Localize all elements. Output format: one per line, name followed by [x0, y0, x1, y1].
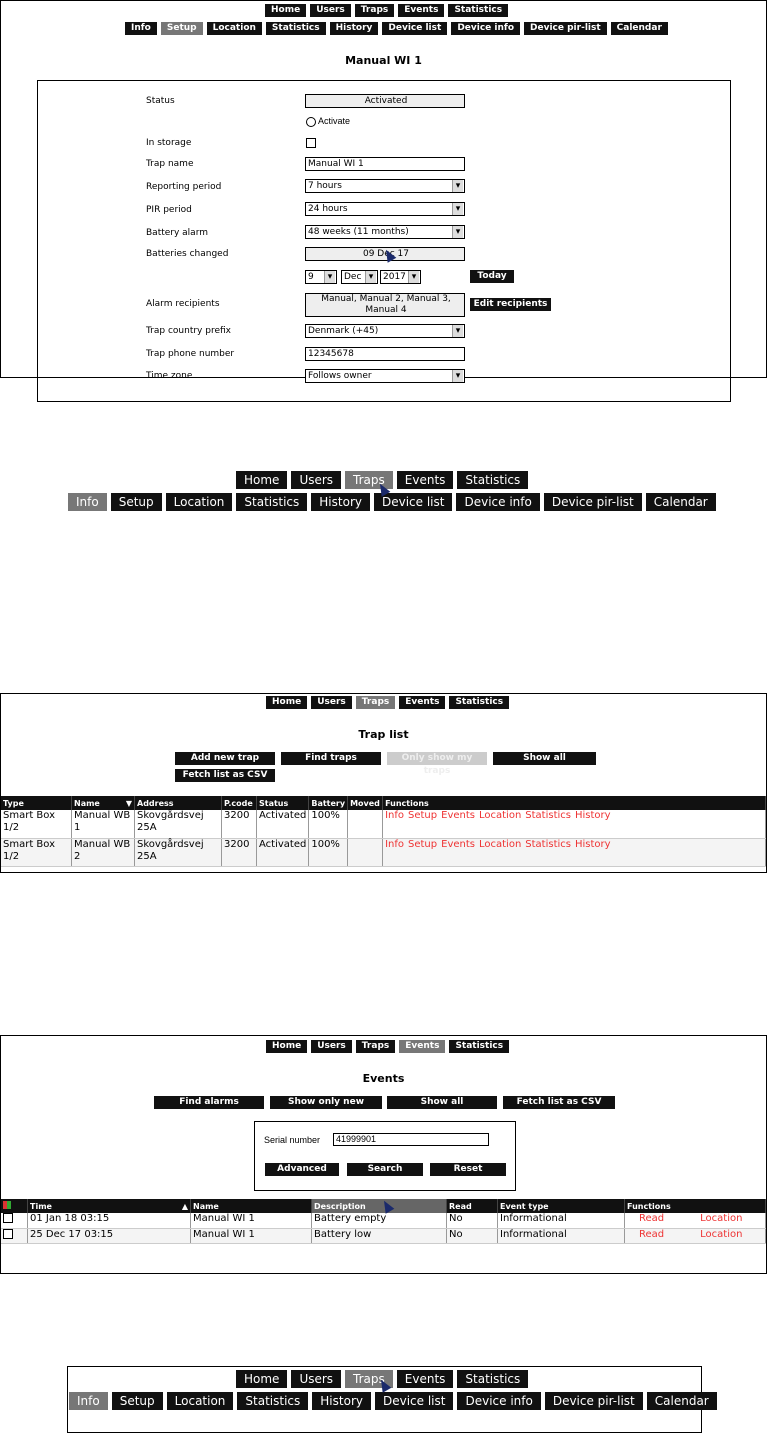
table-row	[1, 1213, 766, 1228]
cell-battery: 100%	[309, 838, 348, 866]
only-my-traps-button[interactable]: Only show my traps	[387, 752, 487, 765]
trap-table	[1, 796, 766, 867]
link-statistics[interactable]: Statistics	[525, 838, 571, 850]
country-prefix-select[interactable]: Denmark (+45) ▾	[305, 324, 465, 338]
cell-event-type: Informational	[498, 1213, 625, 1228]
cell-functions	[625, 1213, 766, 1228]
col-time[interactable]	[28, 1199, 191, 1213]
table-row	[1, 1228, 766, 1243]
tab-statistics[interactable]: Statistics	[236, 493, 307, 511]
tab-info[interactable]: Info	[125, 22, 157, 35]
col-name[interactable]	[72, 796, 135, 810]
tab-setup[interactable]: Setup	[111, 493, 162, 511]
country-prefix-label: Trap country prefix	[146, 326, 231, 336]
serial-number-input[interactable]: 41999901	[333, 1133, 489, 1146]
setup-form	[37, 80, 731, 402]
pir-period-label: PIR period	[146, 205, 192, 215]
day-select[interactable]: 9 ▾	[305, 270, 337, 284]
link-location[interactable]: Location	[478, 810, 522, 821]
link-events[interactable]: Events	[441, 838, 475, 850]
reset-button[interactable]: Reset	[430, 1163, 506, 1176]
search-button[interactable]: Search	[347, 1163, 423, 1176]
table-row	[1, 838, 766, 866]
trap-list-panel	[0, 693, 767, 873]
tab-info[interactable]: Info	[69, 1392, 108, 1410]
cell-time: 01 Jan 18 03:15	[28, 1213, 191, 1228]
cell-select	[1, 1213, 28, 1228]
tab-statistics[interactable]: Statistics	[237, 1392, 308, 1410]
link-read[interactable]: Read	[639, 1228, 665, 1240]
row-checkbox[interactable]	[3, 1229, 13, 1239]
nav-users[interactable]: Users	[311, 696, 352, 709]
tab-calendar[interactable]: Calendar	[647, 1392, 717, 1410]
phone-number-input[interactable]: 12345678	[305, 347, 465, 361]
cell-status: Activated	[257, 838, 309, 866]
show-all-button[interactable]: Show all	[493, 752, 596, 765]
col-event-type[interactable]: Event type	[498, 1199, 625, 1213]
tab-device-pir-list[interactable]: Device pir-list	[524, 22, 607, 35]
tab-setup[interactable]: Setup	[112, 1392, 163, 1410]
tab-calendar[interactable]: Calendar	[611, 22, 668, 35]
link-location[interactable]: Location	[700, 1213, 743, 1224]
tab-device-info[interactable]: Device info	[457, 1392, 540, 1410]
nav-events[interactable]: Events	[397, 471, 454, 489]
battery-alarm-select[interactable]: 48 weeks (11 months) ▾	[305, 225, 465, 239]
nav-home[interactable]: Home	[236, 1370, 287, 1388]
activate-label: Activate	[318, 116, 351, 126]
nav-traps[interactable]: Traps	[356, 1040, 395, 1053]
tab-location[interactable]: Location	[207, 22, 262, 35]
page-title: Manual WI 1	[345, 54, 422, 67]
phone-number-label: Trap phone number	[146, 349, 235, 359]
trap-name-input[interactable]: Manual WI 1	[305, 157, 465, 171]
in-storage-checkbox[interactable]	[306, 138, 316, 148]
nav-events[interactable]: Events	[398, 4, 444, 17]
link-location[interactable]: Location	[700, 1228, 743, 1240]
in-storage-label: In storage	[146, 138, 192, 148]
main-nav	[265, 4, 508, 17]
alarm-recipients-label: Alarm recipients	[146, 299, 220, 309]
tab-setup[interactable]: Setup	[161, 22, 203, 35]
cell-address: Skovgårdsvej 25A	[135, 838, 222, 866]
link-info[interactable]: Info	[385, 838, 405, 850]
nav-panel	[67, 1366, 709, 1433]
cell-pcode: 3200	[222, 838, 257, 866]
sub-nav	[125, 22, 668, 35]
batteries-changed-label: Batteries changed	[146, 249, 229, 259]
nav-home[interactable]: Home	[266, 696, 307, 709]
page-title: Trap list	[358, 728, 409, 741]
status-field: Activated	[305, 94, 465, 108]
sub-nav-large	[69, 1392, 717, 1410]
sub-nav-large	[68, 493, 716, 511]
nav-users[interactable]: Users	[291, 471, 341, 489]
add-new-trap-button[interactable]: Add new trap	[175, 752, 275, 765]
search-box	[254, 1121, 516, 1191]
table-header	[1, 796, 766, 810]
tab-device-list[interactable]: Device list	[375, 1392, 453, 1410]
time-zone-label: Time zone	[146, 371, 193, 381]
cell-name: Manual WB 1	[72, 810, 135, 838]
cell-event-type: Informational	[498, 1228, 625, 1243]
nav-home[interactable]: Home	[265, 4, 306, 17]
tab-statistics[interactable]: Statistics	[266, 22, 326, 35]
fetch-csv-button[interactable]: Fetch list as CSV	[503, 1096, 615, 1109]
pir-period-select[interactable]: 24 hours ▾	[305, 202, 465, 216]
time-zone-select[interactable]: Follows owner ▾	[305, 369, 465, 383]
nav-events[interactable]: Events	[399, 696, 445, 709]
nav-events[interactable]: Events	[397, 1370, 454, 1388]
activate-radio[interactable]	[306, 116, 350, 127]
page-title: Events	[362, 1072, 405, 1085]
nav-traps[interactable]: Traps	[345, 1370, 393, 1388]
year-select[interactable]: 2017 ▾	[380, 270, 421, 284]
cell-pcode: 3200	[222, 810, 257, 838]
col-name[interactable]: Name	[191, 1199, 312, 1213]
col-functions: Functions	[625, 1199, 766, 1213]
events-panel	[0, 1035, 767, 1274]
cell-select	[1, 1228, 28, 1243]
cell-type: Smart Box 1/2	[1, 838, 72, 866]
col-battery[interactable]: Battery	[309, 796, 348, 810]
tab-device-info[interactable]: Device info	[451, 22, 520, 35]
link-history[interactable]: History	[575, 810, 611, 821]
cell-address: Skovgårdsvej 25A	[135, 810, 222, 838]
tab-info[interactable]: Info	[68, 493, 107, 511]
link-location[interactable]: Location	[478, 838, 522, 850]
col-moved[interactable]: Moved	[348, 796, 383, 810]
status-label: Status	[146, 96, 175, 106]
link-events[interactable]: Events	[441, 810, 475, 821]
cell-name: Manual WI 1	[191, 1228, 312, 1243]
alarm-recipients-field: Manual, Manual 2, Manual 3, Manual 4	[305, 293, 465, 317]
tab-history[interactable]: History	[330, 22, 379, 35]
reporting-period-select[interactable]: 7 hours ▾	[305, 179, 465, 193]
serial-number-label: Serial number	[264, 1135, 321, 1145]
nav-statistics[interactable]: Statistics	[448, 4, 508, 17]
cell-functions	[383, 810, 766, 838]
find-traps-button[interactable]: Find traps	[281, 752, 381, 765]
battery-alarm-label: Battery alarm	[146, 228, 209, 238]
cell-functions	[383, 838, 766, 866]
month-select[interactable]: Dec ▾	[341, 270, 378, 284]
col-status[interactable]: Status	[257, 796, 309, 810]
fetch-csv-button[interactable]: Fetch list as CSV	[175, 769, 275, 782]
cell-read: No	[447, 1228, 498, 1243]
tab-device-pir-list[interactable]: Device pir-list	[544, 493, 642, 511]
trap-name-label: Trap name	[146, 159, 194, 169]
tab-history[interactable]: History	[311, 493, 370, 511]
cell-time: 25 Dec 17 03:15	[28, 1228, 191, 1243]
col-time-label: Time	[30, 1201, 52, 1211]
nav-home[interactable]: Home	[266, 1040, 307, 1053]
col-functions: Functions	[383, 796, 766, 810]
link-info[interactable]: Info	[385, 810, 405, 821]
link-setup[interactable]: Setup	[408, 838, 438, 850]
col-select[interactable]	[1, 1199, 28, 1213]
tab-location[interactable]: Location	[166, 493, 233, 511]
tab-device-info[interactable]: Device info	[456, 493, 539, 511]
col-type[interactable]: Type	[1, 796, 72, 810]
cell-name: Manual WB 2	[72, 838, 135, 866]
nav-events[interactable]: Events	[399, 1040, 445, 1053]
nav-traps[interactable]: Traps	[345, 471, 393, 489]
cell-moved	[348, 838, 383, 866]
cell-description: Battery low	[312, 1228, 447, 1243]
cell-read: No	[447, 1213, 498, 1228]
col-address[interactable]: Address	[135, 796, 222, 810]
tab-location[interactable]: Location	[167, 1392, 234, 1410]
col-description[interactable]: Description	[312, 1199, 447, 1213]
nav-statistics[interactable]: Statistics	[457, 471, 528, 489]
nav-statistics[interactable]: Statistics	[449, 696, 509, 709]
nav-users[interactable]: Users	[291, 1370, 341, 1388]
link-setup[interactable]: Setup	[408, 810, 438, 821]
cell-battery: 100%	[309, 810, 348, 838]
nav-home[interactable]: Home	[236, 471, 287, 489]
tab-history[interactable]: History	[312, 1392, 371, 1410]
reporting-period-label: Reporting period	[146, 182, 222, 192]
nav-statistics[interactable]: Statistics	[449, 1040, 509, 1053]
col-pcode[interactable]: P.code	[222, 796, 257, 810]
show-all-button[interactable]: Show all	[387, 1096, 497, 1109]
batteries-changed-field: 09 Dec 17	[305, 247, 465, 261]
advanced-button[interactable]: Advanced	[265, 1163, 339, 1176]
sort-asc-icon: ▲	[181, 1201, 188, 1211]
col-name-label: Name	[74, 798, 100, 808]
main-nav	[266, 1040, 509, 1053]
nav-statistics[interactable]: Statistics	[457, 1370, 528, 1388]
cell-status: Activated	[257, 810, 309, 838]
cell-type: Smart Box 1/2	[1, 810, 72, 838]
col-read[interactable]: Read	[447, 1199, 498, 1213]
row-checkbox[interactable]	[3, 1213, 13, 1223]
today-button[interactable]: Today	[470, 270, 514, 283]
cell-name: Manual WI 1	[191, 1213, 312, 1228]
setup-panel	[0, 0, 767, 381]
nav-traps[interactable]: Traps	[355, 4, 394, 17]
link-history[interactable]: History	[575, 838, 611, 850]
nav-users[interactable]: Users	[310, 4, 351, 17]
link-read[interactable]: Read	[639, 1213, 665, 1224]
show-new-alarms-button[interactable]: Show only new alarms	[270, 1096, 382, 1109]
link-statistics[interactable]: Statistics	[525, 810, 571, 821]
nav-traps[interactable]: Traps	[356, 696, 395, 709]
main-nav	[266, 696, 509, 709]
select-all-icon	[3, 1201, 11, 1209]
tab-device-list[interactable]: Device list	[382, 22, 447, 35]
tab-device-list[interactable]: Device list	[374, 493, 452, 511]
edit-recipients-button[interactable]: Edit recipients	[470, 298, 551, 311]
sort-desc-icon: ▼	[125, 798, 132, 808]
cell-functions	[625, 1228, 766, 1243]
tab-device-pir-list[interactable]: Device pir-list	[545, 1392, 643, 1410]
cell-description: Battery empty	[312, 1213, 447, 1228]
find-alarms-button[interactable]: Find alarms	[154, 1096, 264, 1109]
cell-moved	[348, 810, 383, 838]
table-row	[1, 810, 766, 838]
nav-users[interactable]: Users	[311, 1040, 352, 1053]
tab-calendar[interactable]: Calendar	[646, 493, 716, 511]
